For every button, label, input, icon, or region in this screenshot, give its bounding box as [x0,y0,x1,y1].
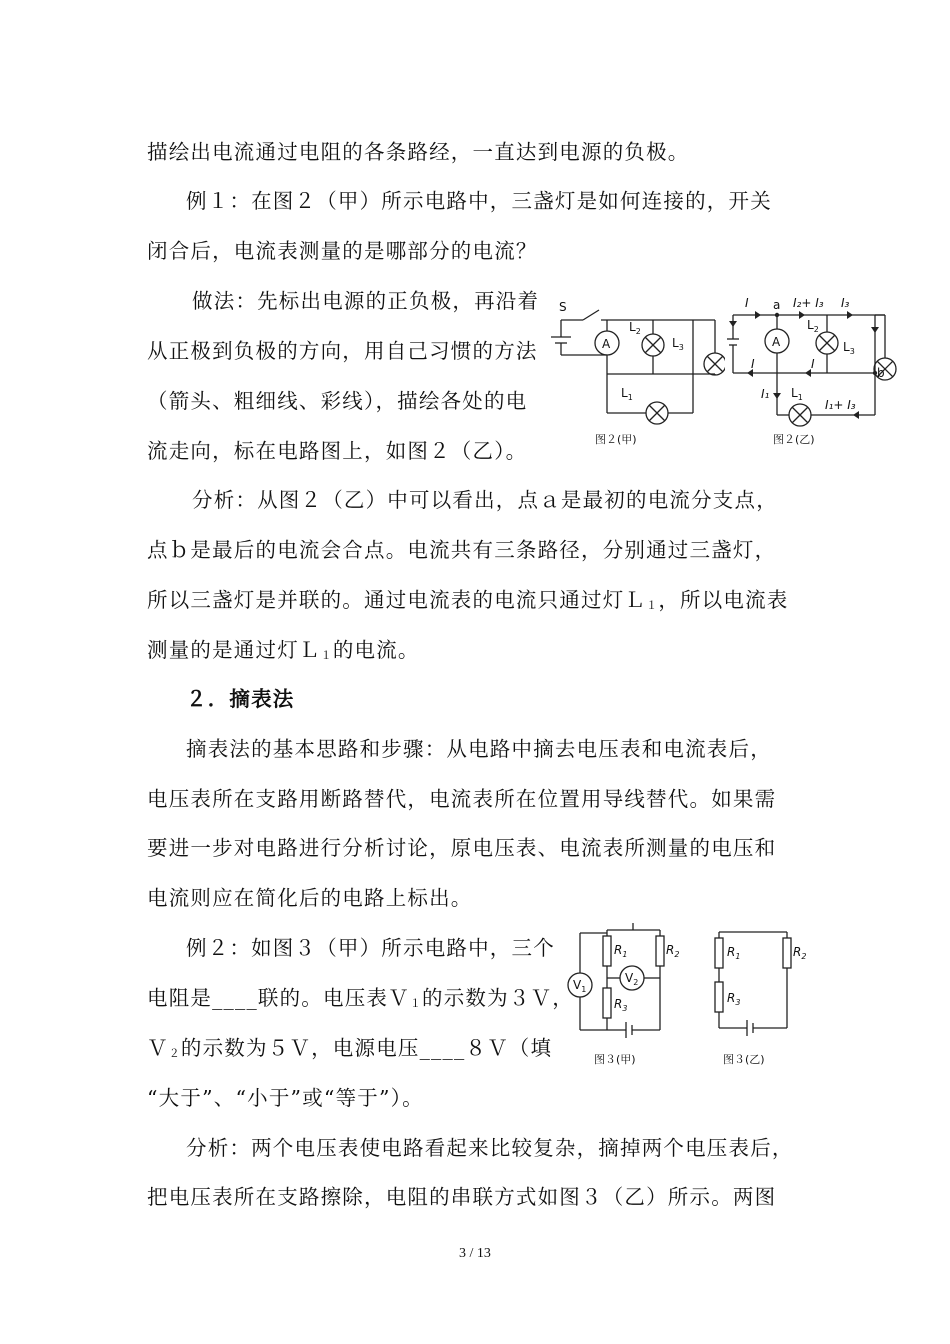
text-span: 测量的是通过灯Ｌ [147,638,321,662]
figure-2b-circuit [725,293,905,453]
switch-label: S [559,300,567,314]
text-span: Ｖ [147,1036,169,1060]
current-label: I [811,357,815,371]
subscript: １ [646,599,659,612]
l2-label: $L_2$ [807,318,819,334]
paragraph-line: 例１：在图２（甲）所示电路中，三盏灯是如何连接的，开关 [186,189,772,213]
paragraph-line: “大于”、“小于”或“等于”）。 [147,1086,424,1110]
paragraph-line: 流走向，标在电路图上，如图２（乙）。 [147,439,528,463]
subscript: ２ [168,1047,181,1060]
paragraph-line: 闭合后，电流表测量的是哪部分的电流？ [147,239,538,263]
paragraph-line: 电流则应在简化后的电路上标出。 [147,886,473,910]
paragraph-line [147,585,789,621]
current-label: I₂+ I₃ [793,296,824,310]
r2-label: $R_2$ [793,945,807,961]
r1-label: $R_1$ [727,945,741,961]
ammeter-label: A [772,335,781,349]
v2-label: $V_2$ [625,971,639,987]
current-label: I₁ [761,387,770,401]
l1-label: $L_1$ [621,386,633,402]
text-span: ，所以电流表 [658,588,789,612]
figure-3a-circuit [560,918,700,1078]
figure-2a-circuit [545,293,725,453]
paragraph-line: 例２：如图３（甲）所示电路中，三个 [186,936,555,960]
l3-label: $L_3$ [672,336,684,352]
page-number: 3 / 13 [459,1246,491,1261]
current-label: I [745,296,749,310]
paragraph-line: 电压表所在支路用断路替代，电流表所在位置用导线替代。如果需 [147,787,777,811]
text-span: 的示数为３Ｖ， [422,986,574,1010]
paragraph-line [147,1033,552,1069]
node-b-label: b [877,366,885,380]
figure-caption: 图３(乙) [723,1053,765,1066]
paragraph-line: 摘表法的基本思路和步骤：从电路中摘去电压表和电流表后， [186,737,772,761]
current-label: I₃ [841,296,850,310]
paragraph-line: （箭头、粗细线、彩线），描绘各处的电 [147,389,528,413]
section-heading: ２．摘表法 [186,687,295,711]
text-span: 电阻是____联的。电压表Ｖ [147,986,410,1010]
v1-label: $V_1$ [573,978,587,994]
paragraph-line: 把电压表所在支路擦除，电阻的串联方式如图３（乙）所示。两图 [147,1185,777,1209]
l1-label: $L_1$ [791,386,803,402]
r1-label: $R_1$ [614,943,628,959]
subscript: １ [409,997,423,1010]
paragraph-line: 分析：两个电压表使电路看起来比较复杂，摘掉两个电压表后， [186,1136,794,1160]
paragraph-line: 做法：先标出电源的正负极，再沿着 [192,289,540,313]
l2-label: $L_2$ [629,320,641,336]
figure-caption: 图２(乙) [773,433,815,446]
paragraph-line: 从正极到负极的方向，用自己习惯的方法 [147,339,538,363]
l3-label: $L_3$ [843,340,855,356]
text-span: 的电流。 [332,638,420,662]
figure-3b-circuit [705,918,815,1078]
r2-label: $R_2$ [666,943,680,959]
paragraph-line: 分析：从图２（乙）中可以看出，点ａ是最初的电流分支点， [192,488,778,512]
figure-caption: 图２(甲) [595,433,637,446]
text-span: 所以三盏灯是并联的。通过电流表的电流只通过灯Ｌ [147,588,647,612]
paragraph-line: 点ｂ是最后的电流会合点。电流共有三条路径，分别通过三盏灯， [147,538,777,562]
subscript: １ [320,649,333,662]
ammeter-label: A [602,337,611,351]
paragraph-line: 要进一步对电路进行分析讨论，原电压表、电流表所测量的电压和 [147,836,777,860]
r3-label: $R_3$ [614,997,628,1013]
current-label: I [751,357,755,371]
current-label: I₁+ I₃ [825,398,856,412]
text-span: 的示数为５Ｖ，电源电压____８Ｖ（填 [180,1036,553,1060]
figure-caption: 图３(甲) [594,1053,636,1066]
node-a-label: a [773,298,781,312]
paragraph-line [147,635,420,671]
paragraph-line: 描绘出电流通过电阻的各条路经，一直达到电源的负极。 [147,140,690,164]
r3-label: $R_3$ [727,991,741,1007]
paragraph-line [147,983,574,1019]
